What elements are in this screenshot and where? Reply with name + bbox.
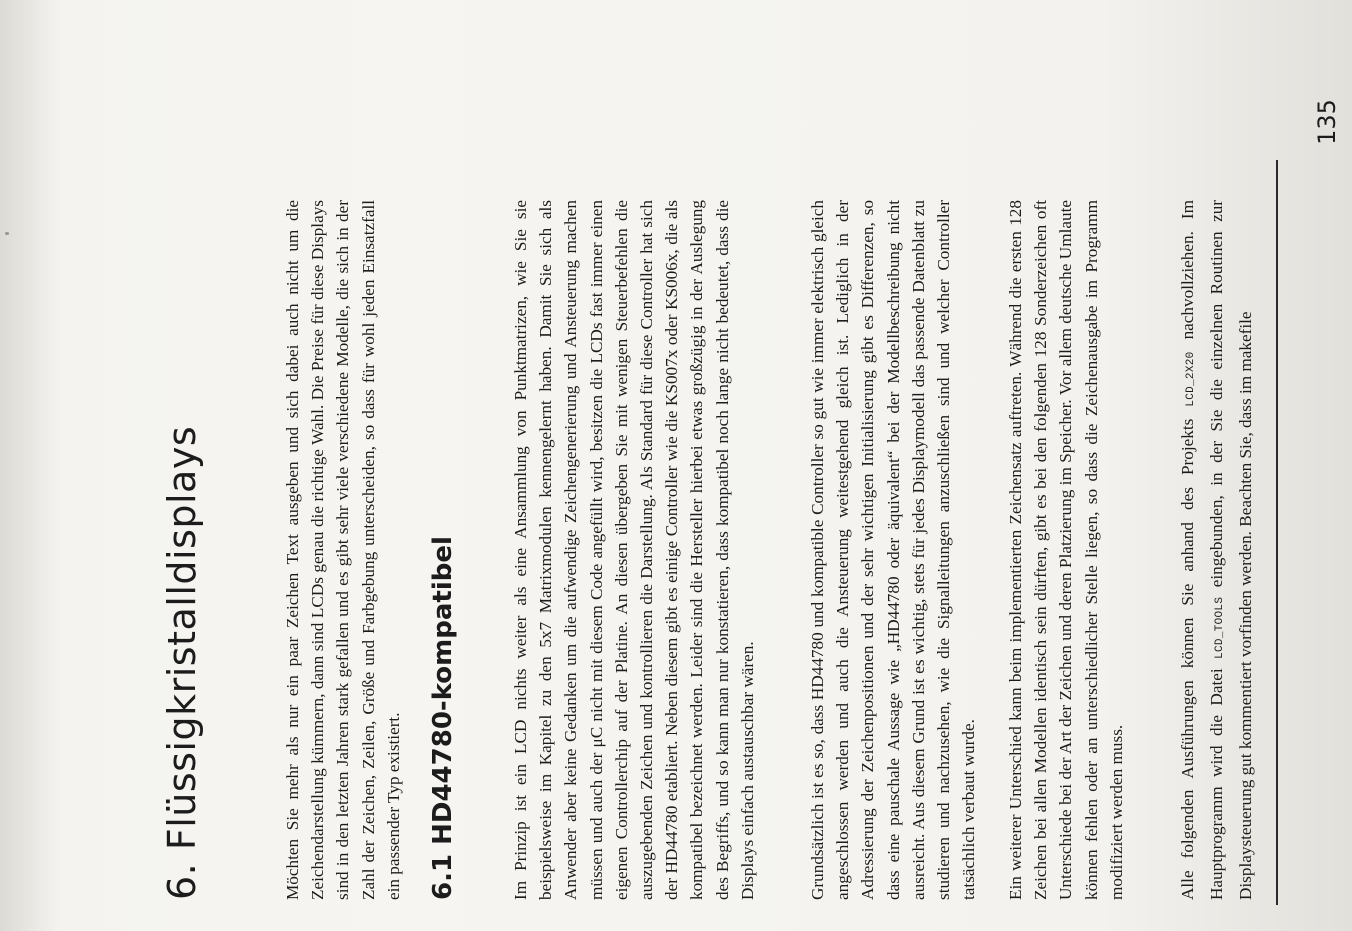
section-title: 6.1 HD44780-kompatibel [428,536,458,900]
code-project-name: LCD_2X20 [1185,351,1197,407]
intro-paragraph: Möchten Sie mehr als nur ein paar Zeichen Text ausgeben und sich dabei auch nicht um die Zeichendarstellung kümmern, dann sind LCDs genau die richtige Wahl. Die Preise für diese Displays sind in den letzten Jahren stark gefallen und es gibt sehr viele verschiedene Modelle, die sich in der Zahl der Zeichen, Zeilen, Größe und Farbgebung unterscheiden, so dass für wohl jeden Einsatzfall ein passender Typ existiert. [283,200,403,900]
footer-rule [1276,160,1278,905]
body-paragraph-1: Im Prinzip ist ein LCD nichts weiter als eine Ansammlung von Punktmatrizen, wie Sie sie beispielsweise im Kapitel zu den 5x7 Matrixmodulen kennengelernt haben. Damit Sie sich als Anwender aber keine Gedanken um die aufwendige Zeichengenerierung und Ansteuerung machen müssen und auch der μC nicht mit diesem Code angefüllt wird, besitzen die LCDs fast immer einen eigenen Controllerchip auf der Platine. An diesen übergeben Sie mit wenigen Steuerbefehlen die auszugebenden Zeichen und kontrollieren die Darstellung. Als Standard für diese Controller hat sich der HD44780 etabliert. Neben diesem gibt es einige Controller wie die KS007x oder KS006x, die als kompatibel bezeichnet werden. Leider sind die Hersteller hierbei etwas großzügig in der Auslegung des Begriffs, und so kann man nur konstatieren, dass kompatibel noch lange nicht bedeutet, dass die Displays einfach austauschbar wären. [511,200,757,900]
scan-speck [5,232,9,235]
body-paragraph-2: Grundsätzlich ist es so, dass HD44780 und kompatible Controller so gut wie immer elektrisch gleich angeschlossen werden und auch die Ansteuerung weitestgehend gleich ist. Lediglich in der Adressierung der Zeichenpositionen und der sehr wichtigen Initialisierung gibt es Differenzen, so dass eine pauschale Aussage wie „HD44780 oder äquivalent“ bei der Modellbeschreibung nicht ausreicht. Aus diesem Grund ist es wichtig, stets für jedes Displaymodell das passende Datenblatt zu studieren und nachzusehen, wie die Signalleitungen anzuschließen sind und welcher Controller tatsächlich verbaut wurde. [808,200,979,900]
body-paragraph-4 [1175,200,1259,900]
code-file-name: LCD_TOOLS [1214,596,1227,659]
p5-text-a: Alle folgenden Ausführungen können Sie anhand des Projekts [1178,418,1197,900]
body-paragraph-3: Ein weiterer Unterschied kann beim implementierten Zeichensatz auftreten. Während die ersten 128 Zeichen bei allen Modellen identisch sein dürften, gibt es bei den folgenden 128 Sonderzeichen oft Unterschiede bei der Art der Zeichen und deren Platzierung im Speicher. Vor allem deutsche Umlaute können fehlen oder an unterschiedlicher Stelle liegen, so dass die Zeichenausgabe im Programm modifiziert werden muss. [1006,200,1126,900]
p5-text-c: eingebunden, in der Sie die einzelnen Routinen zur Displaysteuerung gut kommentiert vorfinden werden. Beachten Sie, dass im makefile [1207,199,1256,900]
rotated-page-content [160,40,1310,900]
page-number: 135 [1312,99,1341,145]
p5-text-b: nachvollziehen. Im Hauptprogramm wird die Datei [1178,199,1227,900]
chapter-title: 6. Flüssigkristalldisplays [160,425,204,900]
